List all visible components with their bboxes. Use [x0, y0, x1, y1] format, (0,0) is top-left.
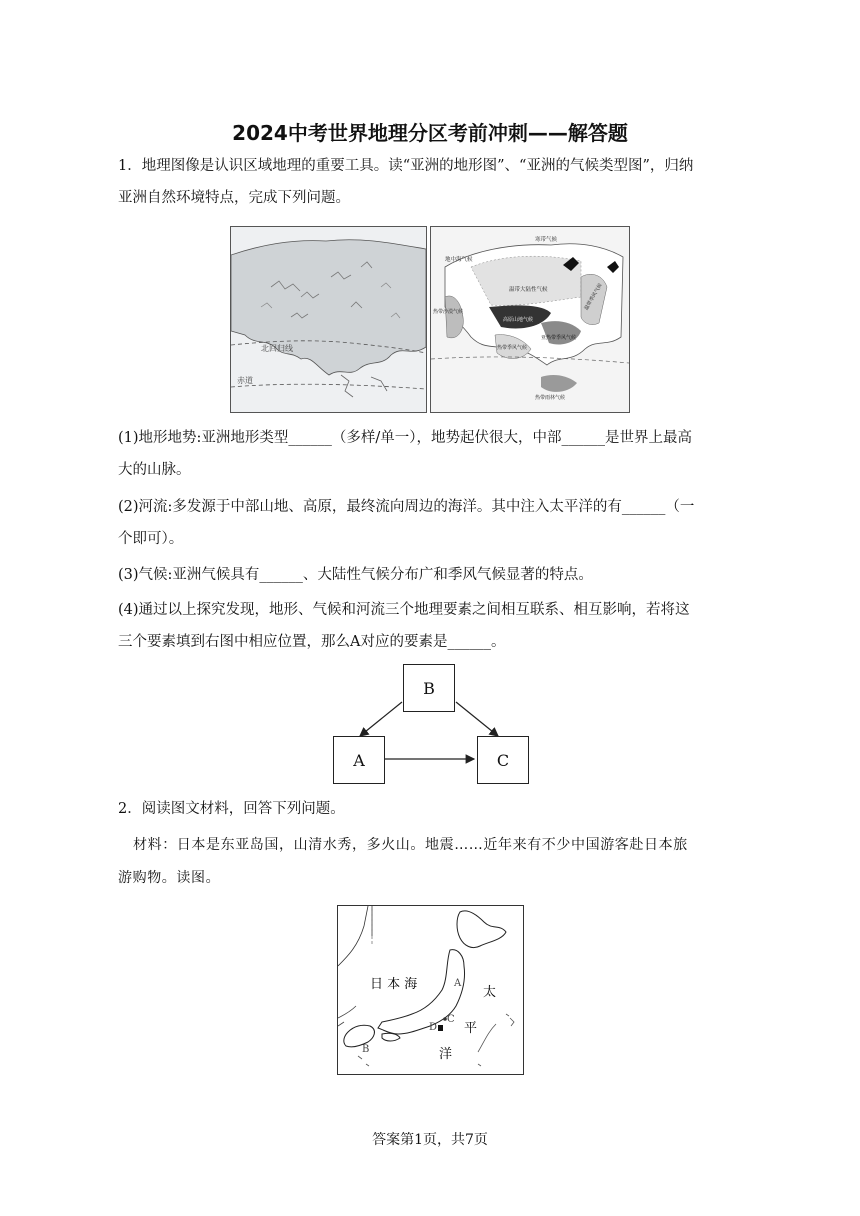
- climate-rainforest-label: 热带雨林气候: [535, 395, 566, 401]
- diagram-box-c: C: [477, 736, 529, 784]
- diagram-box-a: A: [333, 736, 385, 784]
- asia-terrain-map: [230, 226, 427, 413]
- equator-label: 赤道: [237, 376, 253, 385]
- asia-climate-map: [430, 226, 630, 413]
- sea-of-japan-label: 日 本 海: [370, 977, 418, 992]
- tropic-label: 北回归线: [261, 344, 293, 353]
- q1-sub1-line2: 大的山脉。: [118, 462, 191, 478]
- q1-intro-line1: 1．地理图像是认识区域地理的重要工具。读“亚洲的地形图”、“亚洲的气候类型图”，归纳: [118, 158, 694, 174]
- diagram-box-b: B: [403, 664, 455, 712]
- page-title: 2024中考世界地理分区考前冲刺——解答题: [232, 121, 628, 145]
- climate-mediterranean-label: 地中海气候: [445, 257, 473, 263]
- q1-sub4-line1: (4)通过以上探究发现，地形、气候和河流三个地理要素之间相互联系、相互影响，若将这: [118, 602, 690, 618]
- q2-material-line1: 材料：日本是东亚岛国，山清水秀，多火山。地震……近年来有不少中国游客赴日本旅: [133, 837, 688, 853]
- point-c-label: C: [447, 1014, 455, 1025]
- q1-sub2-line2: 个即可）。: [118, 531, 184, 547]
- asia-terrain-map-drawing: [231, 227, 426, 412]
- climate-continental-label: 温带大陆性气候: [509, 287, 548, 293]
- page-footer: 答案第1页，共7页: [372, 1132, 488, 1148]
- japan-map-drawing: [338, 906, 523, 1074]
- pacific-label-3: 洋: [439, 1047, 453, 1062]
- point-a-label: A: [454, 978, 462, 989]
- climate-desert-label: 热带沙漠气候: [433, 309, 464, 315]
- climate-plateau-label: 高原山地气候: [503, 317, 534, 323]
- element-relation-diagram: [330, 664, 530, 784]
- q2-intro: 2．阅读图文材料，回答下列问题。: [118, 801, 345, 817]
- pacific-label-1: 太: [483, 985, 497, 1000]
- climate-tropical-monsoon-label: 热带季风气候: [497, 345, 528, 351]
- climate-subtropical-label: 亚热带季风气候: [541, 335, 577, 341]
- climate-temperate-monsoon-label: 温带季风气候: [583, 282, 604, 312]
- q1-sub2-line1: (2)河流:多发源于中部山地、高原，最终流向周边的海洋。其中注入太平洋的有______（一: [118, 499, 695, 515]
- pacific-label-2: 平: [464, 1021, 478, 1036]
- q2-material-line2: 游购物。读图。: [118, 870, 221, 886]
- q1-sub3: (3)气候:亚洲气候具有______、大陆性气候分布广和季风气候显著的特点。: [118, 567, 593, 583]
- point-d-label: D: [429, 1022, 438, 1033]
- point-b-label: B: [362, 1044, 370, 1055]
- climate-cold-label: 寒带气候: [535, 237, 558, 243]
- q1-sub1-line1: (1)地形地势:亚洲地形类型______（多样/单一），地势起伏很大，中部______是世界上最高: [118, 430, 693, 446]
- q1-intro-line2: 亚洲自然环境特点，完成下列问题。: [118, 190, 350, 206]
- asia-climate-map-drawing: [431, 227, 629, 412]
- q1-sub4-line2: 三个要素填到右图中相应位置，那么A对应的要素是______。: [118, 634, 506, 650]
- japan-map: [337, 905, 524, 1075]
